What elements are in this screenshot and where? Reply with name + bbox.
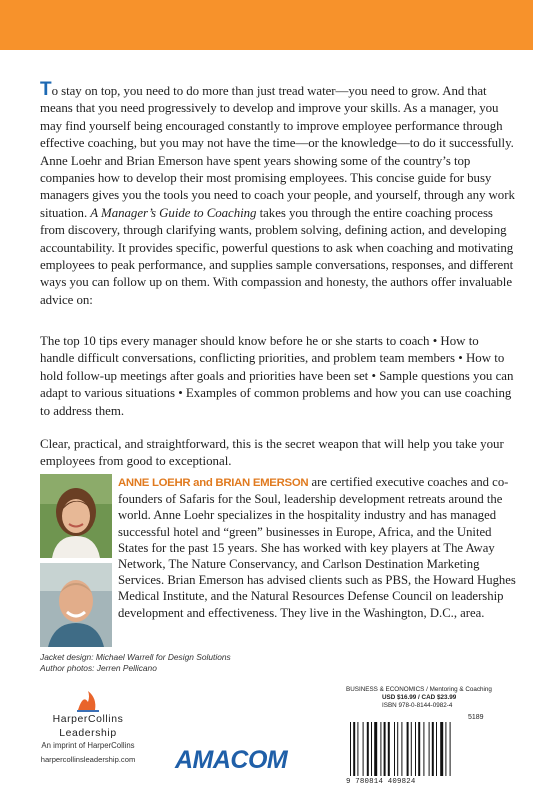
tips-paragraph — [40, 333, 516, 420]
tips-text: The top 10 tips every manager should know before he or she starts to coach • How to handle difficult conversations, conflicting priorities, and problem team members • How to hold follow-up meetings after goals and priorities have been set • Sample questions you can adapt to various situations • Examples of common problems and how you can use coaching to address them. — [40, 334, 514, 418]
barcode-bars — [350, 722, 502, 778]
barcode-bar — [374, 722, 377, 776]
barcode-bar — [436, 722, 437, 776]
barcode-bar — [432, 722, 434, 776]
barcode-bar — [423, 722, 424, 776]
barcode-bar — [350, 722, 351, 776]
publisher-logo-block — [28, 690, 148, 766]
closing-paragraph — [40, 436, 516, 471]
description-text-2: takes you through the entire coaching process from discovery, through clarifying wants, problem solving, defining action, and developing accountability. It provides specific, powerful questions to ask when coaching and motivating employees to peak performance, and supplies sample conversations, responses, and different ways you can follow up on them. With compassion and honesty, the authors offer invaluable advice on: — [40, 205, 514, 307]
barcode-bar — [401, 722, 402, 776]
barcode-bar — [440, 722, 443, 776]
flame-icon — [75, 690, 101, 712]
barcode-bar — [415, 722, 416, 776]
book-title-inline: A Manager’s Guide to Coaching — [90, 205, 257, 220]
barcode-bar — [450, 722, 451, 776]
barcode-bar — [394, 722, 395, 776]
author-photo-anne-loehr — [40, 474, 112, 558]
barcode-digits: 9 780814 409824 — [346, 778, 416, 786]
barcode-bar — [363, 722, 364, 776]
barcode-bar — [397, 722, 398, 776]
barcode-bar — [429, 722, 430, 776]
barcode-bar — [384, 722, 386, 776]
top-accent-band — [0, 0, 533, 50]
barcode-bar — [411, 722, 412, 776]
author-names: ANNE LOEHR and BRIAN EMERSON — [118, 477, 309, 489]
barcode-block — [346, 686, 506, 786]
publisher-name-line-2: Leadership — [59, 728, 117, 739]
drop-cap: T — [40, 79, 52, 100]
closing-text: Clear, practical, and straightforward, this is the secret weapon that will help you take your employees from good to exceptional. — [40, 437, 504, 469]
price-addon-code: 5189 — [468, 714, 484, 721]
book-category: BUSINESS & ECONOMICS / Mentoring & Coaching — [346, 686, 492, 693]
barcode-bar — [407, 722, 409, 776]
isbn-label: ISBN 978-0-8144-0982-4 — [382, 702, 453, 709]
amacom-logo: AMACOM — [175, 746, 288, 774]
photo-credit: Author photos: Jerren Pellicano — [40, 663, 157, 673]
barcode-bar — [353, 722, 355, 776]
publisher-name-line-1: HarperCollins — [52, 714, 124, 725]
barcode-bar — [357, 722, 358, 776]
bio-text: are certified executive coaches and co-founders of Safaris for the Soul, leadership development retreats around the world. Anne Loehr specializes in the hospitality industry and has managed successful hotel and “green” businesses in Europe, Africa, and the United States for the past 15 years. She has worked with key players at The Away Network, The Nature Conservancy, and Carlson Destination Marketing Services. Brian Emerson has advised clients such as PBS, the Howard Hughes Medical Institute, and the Natural Resources Defense Council on leadership development and effectiveness. They live in the Washington, D.C., area. — [118, 475, 516, 620]
publisher-url: harpercollinsleadership.com — [40, 755, 136, 764]
barcode-bar — [445, 722, 446, 776]
barcode-bar — [380, 722, 381, 776]
description-text-1: o stay on top, you need to do more than just tread water—you need to grow. And that means that you need progressively to develop and improve your skills. As a manager, you may find yourself being encouraged constantly to improve employee performance through effective coaching, but you may not have the time—or the knowledge—to do it successfully. Anne Loehr and Brian Emerson have spent years showing some of the country’s top companies how to develop their most promising employees. This concise guide for busy managers gives you the tools you need to coach your people, and yourself, through any work situation. — [40, 84, 515, 220]
barcode-bar — [371, 722, 372, 776]
barcode-bar — [367, 722, 369, 776]
description-paragraph — [40, 79, 516, 309]
barcode-bar — [388, 722, 390, 776]
book-price: USD $16.99 / CAD $23.99 — [382, 694, 457, 701]
design-credits — [40, 652, 231, 674]
jacket-credit: Jacket design: Michael Warrell for Design Solutions — [40, 652, 231, 662]
author-photo-brian-emerson — [40, 563, 112, 647]
author-bio — [118, 474, 516, 621]
barcode-bar — [418, 722, 420, 776]
publisher-imprint: An imprint of HarperCollins — [41, 741, 135, 750]
